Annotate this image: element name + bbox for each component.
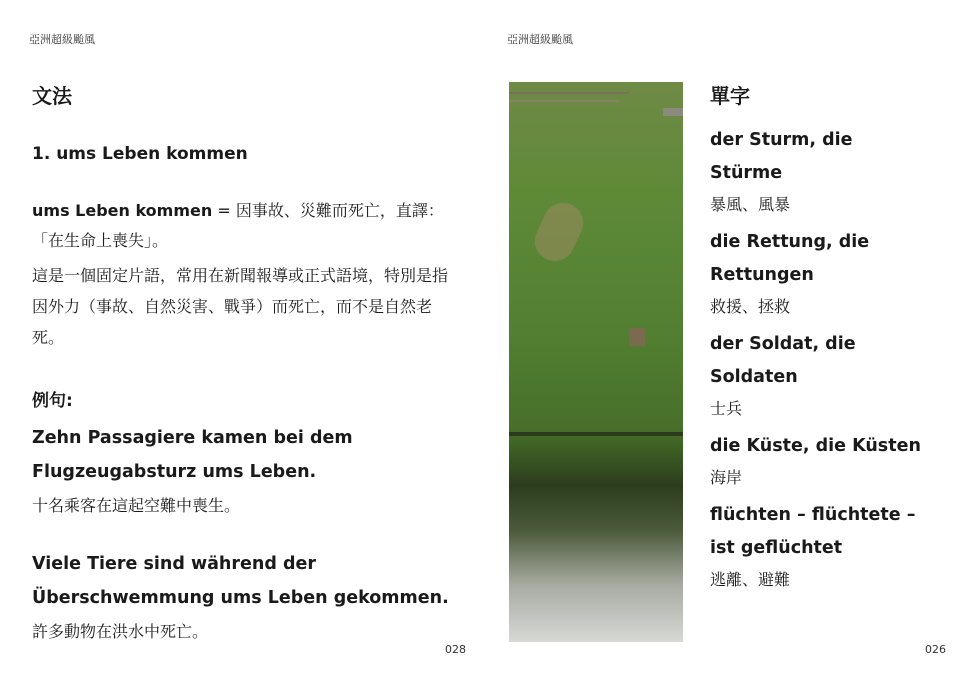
vocab-chinese: 救援、拯救 — [710, 297, 791, 316]
vocab-german: der Sturm, die Stürme — [710, 130, 853, 183]
photo-building — [663, 108, 683, 116]
vocab-german: der Soldat, die Soldaten — [710, 334, 856, 387]
example-2 — [32, 547, 452, 647]
photo-fence — [509, 92, 629, 94]
right-page — [480, 0, 960, 678]
examples-heading: 例句: — [32, 391, 73, 411]
grammar-title: 文法 — [32, 84, 72, 108]
grammar-note: 這是一個固定片語，常用在新聞報導或正式語境，特別是指 因外力（事故、自然災害、戰爭）而死亡，而不是自然老死。 — [32, 266, 449, 347]
vocab-list — [710, 124, 930, 601]
photo-shed — [629, 328, 645, 346]
page-number: 028 — [445, 643, 466, 656]
example-1 — [32, 421, 452, 521]
example-chinese: 十名乘客在這起空難中喪生。 — [32, 496, 241, 515]
vocab-item — [710, 328, 930, 424]
running-header: 亞洲超級颱風 — [29, 33, 95, 46]
running-header: 亞洲超級颱風 — [507, 33, 573, 46]
vocab-title: 單字 — [710, 84, 750, 108]
vocab-chinese: 逃離、避難 — [710, 570, 791, 589]
photo-shoreline — [509, 432, 683, 436]
vocab-german: flüchten – flüchtete – ist geflüchtet — [710, 505, 916, 558]
photo-fence — [509, 100, 619, 102]
vocab-item — [710, 226, 930, 322]
grammar-subtitle: 1. ums Leben kommen — [32, 144, 248, 164]
grammar-definition — [32, 196, 452, 256]
example-german: Viele Tiere sind während der Überschwemmung ums Leben gekommen. — [32, 554, 449, 608]
definition-term: ums Leben kommen — [32, 201, 213, 220]
vocab-chinese: 暴風、風暴 — [710, 195, 791, 214]
vocab-item — [710, 499, 930, 595]
example-german: Zehn Passagiere kamen bei dem Flugzeugabsturz ums Leben. — [32, 428, 353, 482]
definition-text: = 因事故、災難而死亡，直譯：「在生命上喪失」。 — [32, 201, 444, 250]
vocab-chinese: 士兵 — [710, 399, 743, 418]
vocab-chinese: 海岸 — [710, 468, 743, 487]
page-number: 026 — [925, 643, 946, 656]
landscape-photo — [509, 82, 683, 642]
vocab-german: die Küste, die Küsten — [710, 436, 921, 456]
vocab-item — [710, 124, 930, 220]
vocab-german: die Rettung, die Rettungen — [710, 232, 870, 285]
photo-path — [528, 196, 590, 267]
example-chinese: 許多動物在洪水中死亡。 — [32, 622, 209, 641]
vocab-item — [710, 430, 930, 493]
